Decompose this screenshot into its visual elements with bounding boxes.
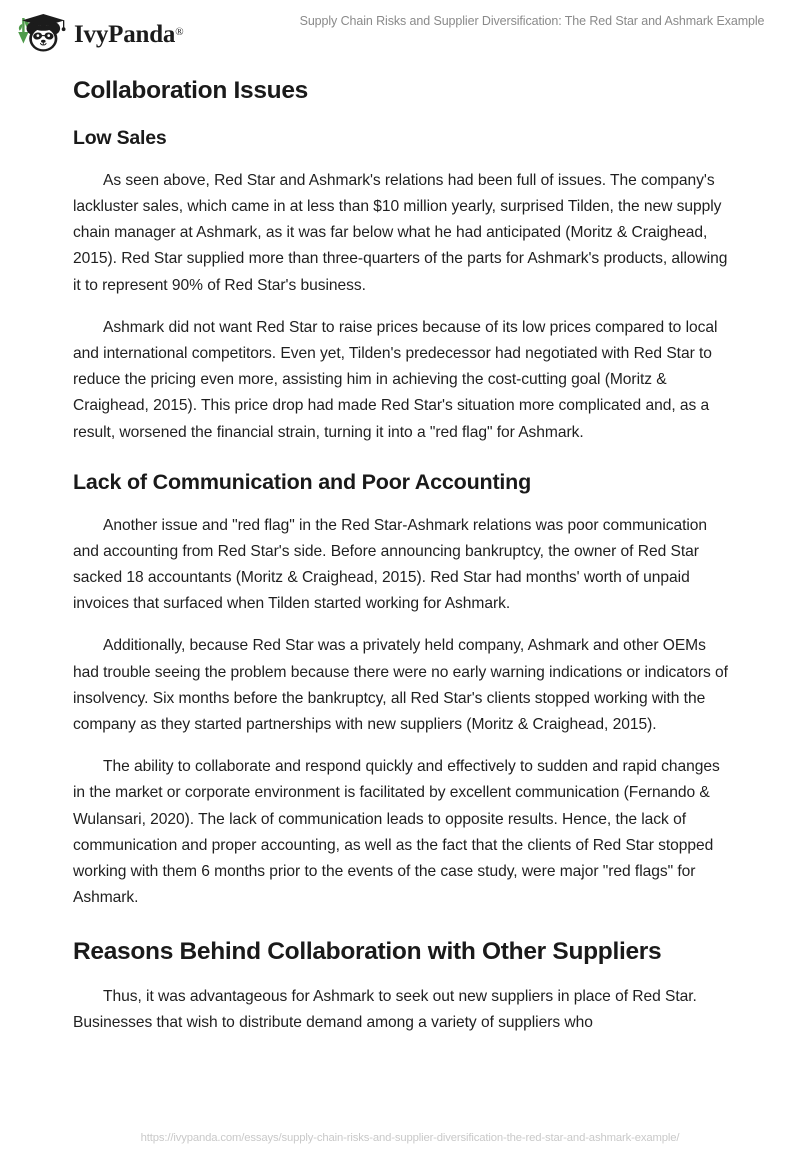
paragraph-communication-3: The ability to collaborate and respond quickly and effectively to sudden and rapid changes in the market or corporate environment is facilitated by excellent communication (Fernando & Wulansari, 2020). The lack of communication leads to opposite results. Hence, the lack of communication and proper accounting, as well as the fact that the clients of Red Star stopped working with them 6 months prior to the events of the case study, were major "red flags" for Ashmark. <box>73 758 720 907</box>
heading-reasons-behind-collaboration: Reasons Behind Collaboration with Other Suppliers <box>73 938 662 966</box>
heading-low-sales: Low Sales <box>73 127 167 150</box>
paragraph-reasons-1: Thus, it was advantageous for Ashmark to seek out new suppliers in place of Red Star. Businesses that wish to distribute demand among a variety of suppliers who <box>73 987 697 1032</box>
logo-wordmark-text: IvyPanda <box>74 20 176 48</box>
heading-lack-of-communication: Lack of Communication and Poor Accounting <box>73 469 532 494</box>
paragraph-low-sales-1: As seen above, Red Star and Ashmark's relations had been full of issues. The company's lackluster sales, which came in at less than $10 million yearly, surprised Tilden, the new supply chain manager at Ashmark, as it was far below what he had anticipated (Moritz & Craighead, 2015). Red Star supplied more than three-quarters of the parts for Ashmark's products, allowing it to represent 90% of Red Star's business. <box>73 171 728 294</box>
paragraph-communication-1: Another issue and "red flag" in the Red Star-Ashmark relations was poor communication and accounting from Red Star's side. Before announcing bankruptcy, the owner of Red Star sacked 18 accountants (Moritz & Craighead, 2015). Red Star had months' worth of unpaid invoices that surfaced when Tilden started working for Ashmark. <box>73 516 708 613</box>
footer-source-url[interactable]: https://ivypanda.com/essays/supply-chain-risks-and-supplier-diversification-the-red-star-and-ashmark-example/ <box>140 1132 680 1144</box>
page-header <box>0 0 800 62</box>
panda-graduate-logo-icon <box>14 9 72 57</box>
paragraph-low-sales-2: Ashmark did not want Red Star to raise prices because of its low prices compared to local and international competitors. Even yet, Tilden's predecessor had negotiated with Red Star to reduce the pricing even more, assisting him in achieving the cost-cutting goal (Moritz & Craighead, 2015). This price drop had made Red Star's situation more complicated and, as a result, worsened the financial strain, turning it into a "red flag" for Ashmark. <box>73 318 718 441</box>
paragraph-communication-2: Additionally, because Red Star was a privately held company, Ashmark and other OEMs had trouble seeing the problem because there were no early warning indications or indicators of insolvency. Six months before the bankruptcy, all Red Star's clients stopped working with the company as they started partnerships with new suppliers (Moritz & Craighead, 2015). <box>73 637 728 734</box>
ivypanda-logo[interactable] <box>14 9 183 57</box>
document-body <box>73 66 728 1036</box>
heading-collaboration-issues: Collaboration Issues <box>73 77 308 104</box>
logo-wordmark <box>74 22 183 47</box>
running-title: Supply Chain Risks and Supplier Diversification: The Red Star and Ashmark Example <box>299 14 765 28</box>
page-footer <box>0 1120 800 1160</box>
registered-trademark-icon: ® <box>175 25 184 38</box>
